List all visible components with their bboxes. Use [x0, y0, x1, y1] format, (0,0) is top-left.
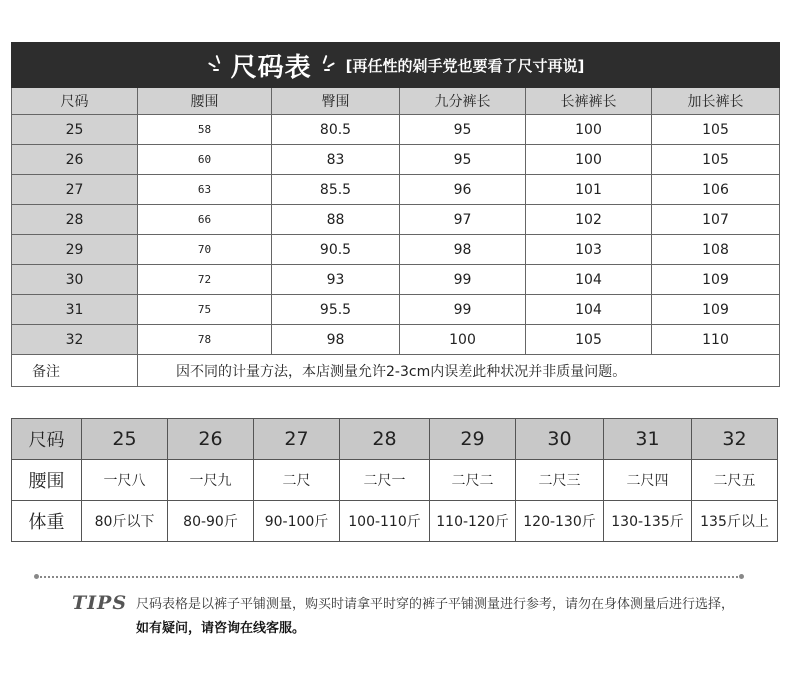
note-label: 备注 [12, 355, 138, 387]
cell-weight: 130-135斤 [604, 501, 692, 542]
cell-ankle-length: 95 [400, 115, 526, 145]
cell-waist: 66 [138, 205, 272, 235]
size-chart-banner [12, 43, 780, 88]
cell-size: 31 [12, 295, 138, 325]
cell-waist: 二尺五 [692, 460, 778, 501]
cell-weight: 80-90斤 [168, 501, 254, 542]
tips-text-bold: 如有疑问，请咨询在线客服。 [136, 621, 306, 636]
header-waist: 腰围 [138, 88, 272, 115]
table-row [12, 115, 780, 145]
cell-extra-length: 108 [652, 235, 780, 265]
table-row [12, 175, 780, 205]
cell-weight: 135斤以上 [692, 501, 778, 542]
cell-extra-length: 107 [652, 205, 780, 235]
cell-extra-length: 106 [652, 175, 780, 205]
row-label-waist: 腰围 [12, 460, 82, 501]
row-label-size: 尺码 [12, 419, 82, 460]
cell-full-length: 100 [526, 115, 652, 145]
dotted-divider [36, 576, 742, 578]
cell-hip: 83 [272, 145, 400, 175]
row-label-weight: 体重 [12, 501, 82, 542]
cell-ankle-length: 100 [400, 325, 526, 355]
cell-size: 32 [12, 325, 138, 355]
cell-hip: 88 [272, 205, 400, 235]
cell-waist: 二尺二 [430, 460, 516, 501]
cell-full-length: 101 [526, 175, 652, 205]
cell-waist: 二尺 [254, 460, 340, 501]
cell-size: 30 [12, 265, 138, 295]
cell-weight: 110-120斤 [430, 501, 516, 542]
cell-waist: 58 [138, 115, 272, 145]
cell-hip: 85.5 [272, 175, 400, 205]
cell-full-length: 100 [526, 145, 652, 175]
cell-size: 27 [254, 419, 340, 460]
tips-text-plain: 尺码表格是以裤子平铺测量，购买时请拿平时穿的裤子平铺测量进行参考，请勿在身体测量后进行选择， [136, 597, 735, 612]
cell-hip: 80.5 [272, 115, 400, 145]
size-chart-table [11, 42, 780, 387]
cell-waist: 二尺三 [516, 460, 604, 501]
cell-waist: 一尺九 [168, 460, 254, 501]
cell-waist: 63 [138, 175, 272, 205]
cell-ankle-length: 99 [400, 265, 526, 295]
weight-chart-weight-row [12, 501, 778, 542]
cell-hip: 93 [272, 265, 400, 295]
cell-size: 28 [12, 205, 138, 235]
cell-waist: 78 [138, 325, 272, 355]
cell-ankle-length: 95 [400, 145, 526, 175]
cell-weight: 80斤以下 [82, 501, 168, 542]
cell-weight: 100-110斤 [340, 501, 430, 542]
tips-text [136, 593, 746, 641]
cell-hip: 95.5 [272, 295, 400, 325]
cell-waist: 60 [138, 145, 272, 175]
sparkle-left-icon [207, 55, 225, 75]
cell-waist: 一尺八 [82, 460, 168, 501]
cell-size: 31 [604, 419, 692, 460]
cell-full-length: 104 [526, 265, 652, 295]
table-row [12, 265, 780, 295]
table-row [12, 325, 780, 355]
weight-chart-waist-row [12, 460, 778, 501]
cell-waist: 75 [138, 295, 272, 325]
weight-chart-size-row [12, 419, 778, 460]
cell-size: 27 [12, 175, 138, 205]
header-size: 尺码 [12, 88, 138, 115]
cell-size: 29 [430, 419, 516, 460]
size-chart-subtitle: [再任性的剁手党也要看了尺寸再说] [345, 56, 585, 75]
cell-extra-length: 105 [652, 115, 780, 145]
cell-size: 25 [12, 115, 138, 145]
header-extra-length: 加长裤长 [652, 88, 780, 115]
cell-weight: 90-100斤 [254, 501, 340, 542]
size-chart-title: 尺码表 [230, 52, 312, 83]
cell-full-length: 105 [526, 325, 652, 355]
note-row [12, 355, 780, 387]
cell-ankle-length: 98 [400, 235, 526, 265]
cell-size: 28 [340, 419, 430, 460]
cell-full-length: 102 [526, 205, 652, 235]
cell-size: 26 [168, 419, 254, 460]
cell-ankle-length: 96 [400, 175, 526, 205]
cell-extra-length: 110 [652, 325, 780, 355]
cell-waist: 70 [138, 235, 272, 265]
cell-size: 32 [692, 419, 778, 460]
sparkle-right-icon [318, 55, 336, 75]
cell-size: 29 [12, 235, 138, 265]
table-row [12, 145, 780, 175]
cell-waist: 二尺一 [340, 460, 430, 501]
cell-ankle-length: 97 [400, 205, 526, 235]
tips-label: TIPS [72, 592, 128, 614]
cell-extra-length: 109 [652, 295, 780, 325]
table-row [12, 295, 780, 325]
cell-size: 26 [12, 145, 138, 175]
cell-weight: 120-130斤 [516, 501, 604, 542]
cell-ankle-length: 99 [400, 295, 526, 325]
table-row [12, 235, 780, 265]
cell-full-length: 104 [526, 295, 652, 325]
cell-full-length: 103 [526, 235, 652, 265]
header-full-length: 长裤裤长 [526, 88, 652, 115]
note-text: 因不同的计量方法，本店测量允许2-3cm内误差此种状况并非质量问题。 [138, 355, 780, 387]
cell-waist: 二尺四 [604, 460, 692, 501]
cell-size: 30 [516, 419, 604, 460]
cell-size: 25 [82, 419, 168, 460]
weight-chart-table [11, 418, 778, 542]
cell-waist: 72 [138, 265, 272, 295]
table-row [12, 205, 780, 235]
cell-extra-length: 109 [652, 265, 780, 295]
size-chart-header-row [12, 88, 780, 115]
cell-hip: 98 [272, 325, 400, 355]
cell-extra-length: 105 [652, 145, 780, 175]
header-hip: 臀围 [272, 88, 400, 115]
header-ankle-length: 九分裤长 [400, 88, 526, 115]
cell-hip: 90.5 [272, 235, 400, 265]
